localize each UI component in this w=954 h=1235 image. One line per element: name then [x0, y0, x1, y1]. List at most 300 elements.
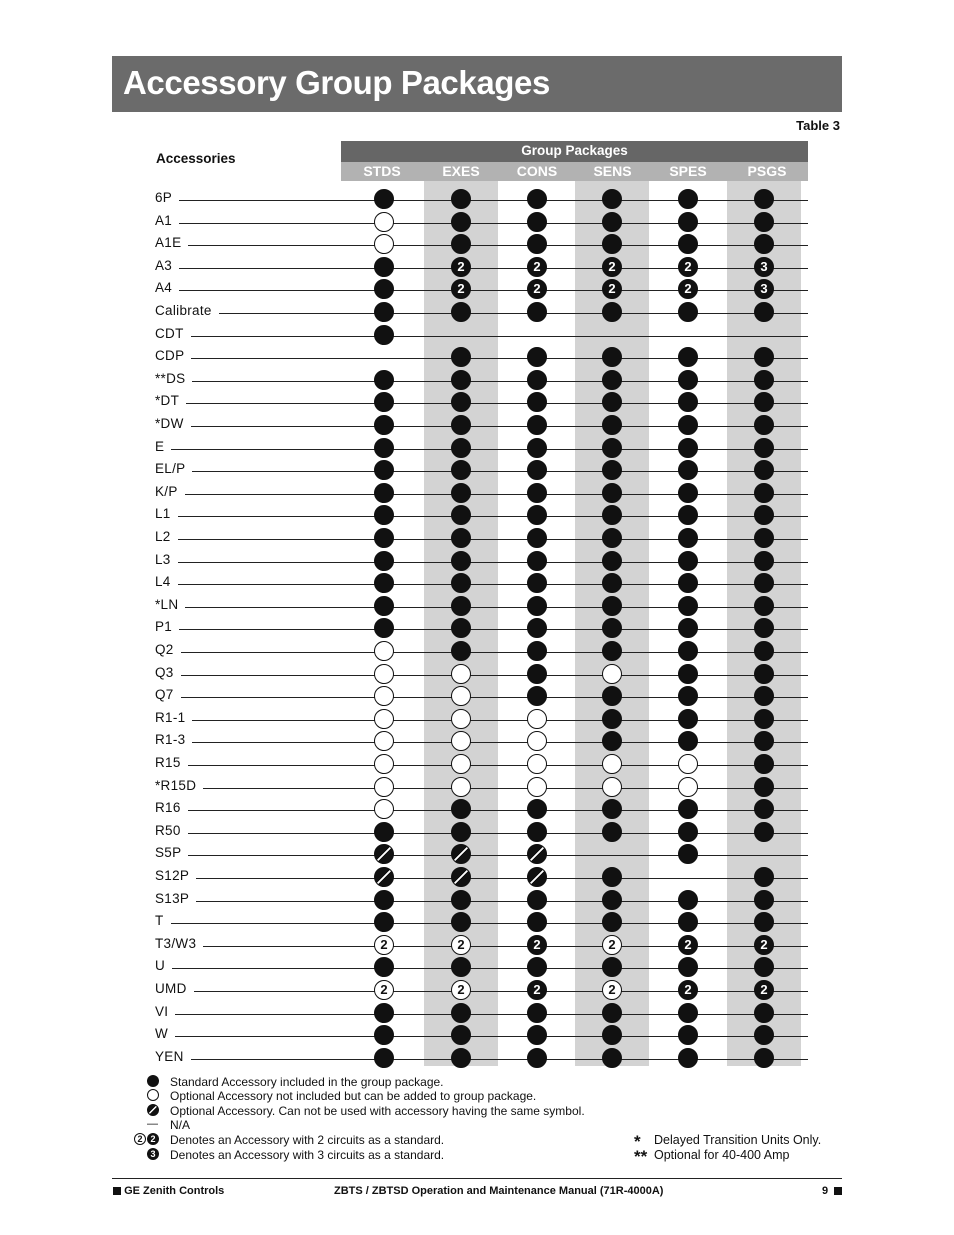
legend-standard-text: Standard Accessory included in the group package.	[170, 1075, 444, 1089]
standard-dot-icon	[754, 483, 774, 503]
optional-circle-icon	[678, 777, 698, 797]
accessory-label: UMD	[155, 981, 187, 996]
standard-dot-icon	[678, 822, 698, 842]
accessory-label: T	[155, 913, 164, 928]
accessory-label: CDT	[155, 326, 184, 341]
standard-dot-icon	[678, 596, 698, 616]
standard-dot-icon	[678, 664, 698, 684]
standard-dot-icon	[678, 302, 698, 322]
standard-dot-icon	[527, 505, 547, 525]
two-circuit-icon: 2	[527, 257, 547, 277]
square-bullet-icon	[113, 1187, 121, 1195]
standard-dot-icon	[374, 551, 394, 571]
standard-dot-icon	[754, 392, 774, 412]
optional-circle-icon	[527, 777, 547, 797]
two-circuit-open-icon: 2	[602, 980, 622, 1000]
standard-dot-icon	[374, 1025, 394, 1045]
accessory-label: S13P	[155, 891, 190, 906]
standard-dot-icon	[602, 890, 622, 910]
optional-circle-icon	[451, 777, 471, 797]
standard-dot-icon	[527, 912, 547, 932]
standard-dot-icon	[374, 370, 394, 390]
standard-dot-icon	[754, 528, 774, 548]
standard-dot-icon	[527, 596, 547, 616]
accessory-label: L2	[155, 529, 171, 544]
two-circuit-icon: 2	[451, 279, 471, 299]
optional-circle-icon	[527, 731, 547, 751]
two-circuit-open-icon: 2	[374, 935, 394, 955]
standard-dot-icon	[678, 370, 698, 390]
standard-dot-icon	[678, 890, 698, 910]
optional-circle-icon	[374, 709, 394, 729]
standard-dot-icon	[602, 912, 622, 932]
half-circle-icon	[527, 844, 547, 864]
row-rule	[203, 788, 808, 789]
standard-dot-icon	[451, 438, 471, 458]
row-rule	[181, 675, 808, 676]
page-number: 9	[822, 1185, 829, 1197]
standard-dot-icon	[451, 799, 471, 819]
standard-dot-icon	[602, 551, 622, 571]
standard-dot-icon	[602, 641, 622, 661]
row-rule	[178, 539, 808, 540]
legend-three-circuits-text: Denotes an Accessory with 3 circuits as a standard.	[170, 1148, 445, 1162]
legend-standard	[133, 1075, 633, 1089]
standard-dot-icon	[527, 1048, 547, 1068]
row-rule	[192, 742, 808, 743]
row-rule	[172, 968, 808, 969]
two-circuit-icon: 2	[678, 935, 698, 955]
standard-dot-icon	[602, 731, 622, 751]
standard-dot-icon	[602, 438, 622, 458]
standard-dot-icon	[374, 912, 394, 932]
standard-dot-icon	[451, 212, 471, 232]
accessory-label: K/P	[155, 484, 178, 499]
accessory-label: U	[155, 958, 166, 973]
standard-dot-icon	[678, 799, 698, 819]
standard-dot-icon	[527, 686, 547, 706]
standard-dot-icon	[527, 957, 547, 977]
footer-page	[822, 1185, 842, 1197]
accessory-label: E	[155, 439, 165, 454]
footer-manual: ZBTS / ZBTSD Operation and Maintenance Manual (71R-4000A)	[334, 1185, 664, 1197]
optional-circle-icon	[374, 234, 394, 254]
standard-dot-icon	[602, 596, 622, 616]
standard-dot-icon	[602, 347, 622, 367]
half-circle-icon	[147, 1104, 159, 1116]
legend-optional-exclusive	[133, 1104, 633, 1118]
standard-dot-icon	[602, 1048, 622, 1068]
standard-dot-icon	[754, 415, 774, 435]
legend-na-text: N/A	[170, 1118, 191, 1132]
accessory-label: S5P	[155, 845, 182, 860]
optional-circle-icon	[451, 686, 471, 706]
standard-dot-icon	[678, 1003, 698, 1023]
standard-dot-icon	[754, 505, 774, 525]
standard-dot-icon	[451, 890, 471, 910]
row-rule	[188, 855, 808, 856]
row-rule	[188, 765, 808, 766]
row-rule	[179, 223, 808, 224]
row-rule	[181, 652, 808, 653]
row-rule	[192, 471, 808, 472]
accessory-label: R15	[155, 755, 181, 770]
standard-dot-icon	[374, 392, 394, 412]
standard-dot-icon	[451, 822, 471, 842]
legend-two-circuits	[133, 1133, 633, 1147]
standard-dot-icon	[527, 234, 547, 254]
page-title: Accessory Group Packages	[123, 64, 550, 101]
standard-dot-icon	[754, 212, 774, 232]
standard-dot-icon	[527, 438, 547, 458]
standard-dot-icon	[678, 483, 698, 503]
row-rule	[191, 426, 808, 427]
accessory-label: S12P	[155, 868, 190, 883]
standard-dot-icon	[451, 370, 471, 390]
standard-dot-icon	[451, 1003, 471, 1023]
standard-dot-icon	[602, 415, 622, 435]
optional-circle-icon	[451, 709, 471, 729]
standard-dot-icon	[754, 551, 774, 571]
standard-dot-icon	[451, 1048, 471, 1068]
optional-circle-icon	[451, 731, 471, 751]
group-packages-header: Group Packages	[341, 141, 808, 162]
column-header-psgs: PSGS	[726, 162, 808, 181]
standard-dot-icon	[374, 257, 394, 277]
standard-dot-icon	[374, 1048, 394, 1068]
accessory-label: L1	[155, 506, 171, 521]
standard-dot-icon	[527, 799, 547, 819]
two-circuit-icon: 2	[678, 279, 698, 299]
standard-dot-icon	[678, 551, 698, 571]
note-optional-amp	[634, 1147, 821, 1166]
accessory-label: R16	[155, 800, 181, 815]
standard-dot-icon	[374, 279, 394, 299]
standard-dot-icon	[374, 890, 394, 910]
standard-dot-icon	[754, 460, 774, 480]
optional-circle-icon	[374, 731, 394, 751]
standard-dot-icon	[451, 302, 471, 322]
standard-dot-icon	[678, 686, 698, 706]
standard-dot-icon	[374, 302, 394, 322]
standard-dot-icon	[527, 890, 547, 910]
standard-dot-icon	[527, 347, 547, 367]
row-rule	[185, 607, 808, 608]
optional-circle-icon	[374, 641, 394, 661]
optional-circle-icon	[602, 664, 622, 684]
standard-dot-icon	[451, 596, 471, 616]
note-amp-text: Optional for 40-400 Amp	[654, 1148, 790, 1162]
row-rule	[178, 516, 808, 517]
column-header-stds: STDS	[341, 162, 423, 181]
two-circuit-filled-icon: 2	[147, 1133, 159, 1145]
half-circle-icon	[451, 844, 471, 864]
accessory-label: VI	[155, 1004, 169, 1019]
title-banner	[112, 56, 842, 112]
row-rule	[188, 810, 808, 811]
standard-dot-icon	[451, 415, 471, 435]
standard-dot-icon	[754, 347, 774, 367]
footer-divider	[112, 1178, 842, 1179]
standard-dot-icon	[527, 460, 547, 480]
two-circuit-icon: 2	[527, 980, 547, 1000]
standard-dot-icon	[451, 618, 471, 638]
optional-circle-icon	[602, 777, 622, 797]
standard-dot-icon	[527, 415, 547, 435]
two-circuit-icon: 2	[451, 257, 471, 277]
standard-dot-icon	[602, 618, 622, 638]
half-circle-icon	[374, 867, 394, 887]
row-rule	[181, 697, 808, 698]
standard-dot-icon	[527, 551, 547, 571]
optional-circle-icon	[678, 754, 698, 774]
standard-dot-icon	[602, 528, 622, 548]
standard-dot-icon	[754, 618, 774, 638]
row-rule	[175, 1036, 808, 1037]
row-rule	[203, 946, 808, 947]
standard-dot-icon	[374, 573, 394, 593]
standard-dot-icon	[374, 596, 394, 616]
optional-circle-icon	[527, 754, 547, 774]
standard-dot-icon	[678, 438, 698, 458]
three-circuit-icon: 3	[754, 279, 774, 299]
accessory-label: L4	[155, 574, 171, 589]
standard-dot-icon	[678, 505, 698, 525]
legend-three-circuits	[133, 1148, 633, 1162]
legend-optional-exclusive-text: Optional Accessory. Can not be used with accessory having the same symbol.	[170, 1104, 585, 1118]
standard-dot-icon	[754, 234, 774, 254]
row-rule	[186, 403, 808, 404]
double-star-icon: **	[634, 1147, 648, 1166]
standard-dot-icon	[754, 664, 774, 684]
standard-dot-icon	[374, 505, 394, 525]
optional-circle-icon	[527, 709, 547, 729]
row-rule	[171, 923, 808, 924]
standard-dot-icon	[754, 709, 774, 729]
row-rule	[185, 494, 808, 495]
standard-dot-icon	[754, 1048, 774, 1068]
standard-dot-icon	[527, 573, 547, 593]
row-rule	[191, 1059, 808, 1060]
row-rule	[194, 991, 808, 992]
two-circuit-icon: 2	[602, 279, 622, 299]
accessory-label: A4	[155, 280, 173, 295]
standard-dot-icon	[754, 867, 774, 887]
standard-dot-icon	[754, 799, 774, 819]
row-rule	[188, 833, 808, 834]
legend-optional	[133, 1089, 633, 1103]
standard-dot-icon	[678, 957, 698, 977]
standard-dot-icon	[602, 392, 622, 412]
standard-dot-icon	[678, 415, 698, 435]
standard-dot-icon	[754, 189, 774, 209]
standard-dot-icon	[602, 212, 622, 232]
standard-dot-icon	[754, 777, 774, 797]
standard-dot-icon	[754, 370, 774, 390]
row-rule	[191, 358, 808, 359]
optional-circle-icon	[451, 664, 471, 684]
standard-dot-icon	[754, 890, 774, 910]
standard-dot-icon	[602, 709, 622, 729]
standard-dot-icon	[451, 460, 471, 480]
row-rule	[179, 200, 808, 201]
standard-dot-icon	[678, 1048, 698, 1068]
standard-dot-icon	[754, 686, 774, 706]
row-rule	[178, 584, 808, 585]
standard-dot-icon	[754, 1025, 774, 1045]
standard-dot-icon	[678, 392, 698, 412]
row-rule	[196, 878, 808, 879]
standard-dot-icon	[602, 822, 622, 842]
standard-dot-icon	[527, 370, 547, 390]
standard-dot-icon	[678, 234, 698, 254]
accessory-label: *R15D	[155, 778, 197, 793]
standard-dot-icon	[754, 1003, 774, 1023]
accessory-label: L3	[155, 552, 171, 567]
standard-dot-icon	[602, 483, 622, 503]
optional-circle-icon	[374, 212, 394, 232]
accessory-label: A1	[155, 213, 173, 228]
standard-dot-icon	[451, 912, 471, 932]
standard-dot-icon	[374, 460, 394, 480]
footnotes	[634, 1132, 822, 1166]
standard-dot-icon	[451, 189, 471, 209]
two-circuit-open-icon: 2	[602, 935, 622, 955]
two-circuit-icon: 2	[678, 257, 698, 277]
accessory-label: P1	[155, 619, 173, 634]
standard-dot-icon	[602, 234, 622, 254]
standard-dot-icon	[527, 392, 547, 412]
row-rule	[171, 449, 808, 450]
accessory-label: A3	[155, 258, 173, 273]
row-rule	[191, 336, 808, 337]
standard-dot-icon	[374, 483, 394, 503]
standard-dot-icon	[754, 957, 774, 977]
standard-dot-icon	[527, 528, 547, 548]
note-delayed-transition	[634, 1132, 822, 1151]
accessory-label: Q2	[155, 642, 174, 657]
standard-dot-icon	[602, 573, 622, 593]
accessories-header: Accessories	[156, 151, 236, 166]
standard-dot-icon	[374, 822, 394, 842]
row-rule	[192, 720, 808, 721]
footer-brand	[113, 1185, 224, 1197]
footer-brand-text: GE Zenith Controls	[124, 1185, 225, 1197]
accessory-label: T3/W3	[155, 936, 197, 951]
standard-dot-icon	[451, 641, 471, 661]
accessory-label: **DS	[155, 371, 186, 386]
accessory-label: R50	[155, 823, 181, 838]
standard-dot-icon	[678, 528, 698, 548]
optional-circle-icon	[147, 1089, 159, 1101]
standard-dot-icon	[602, 460, 622, 480]
standard-dot-icon	[754, 731, 774, 751]
standard-dot-icon	[602, 1025, 622, 1045]
single-star-icon: *	[634, 1132, 641, 1151]
standard-dot-icon	[451, 483, 471, 503]
two-circuit-open-icon: 2	[374, 980, 394, 1000]
standard-dot-icon	[374, 618, 394, 638]
two-circuit-open-icon: 2	[134, 1133, 146, 1145]
row-rule	[188, 245, 808, 246]
standard-dot-icon	[754, 302, 774, 322]
standard-dot-icon	[451, 957, 471, 977]
standard-dot-icon	[678, 212, 698, 232]
standard-dot-icon	[451, 234, 471, 254]
standard-dot-icon	[602, 957, 622, 977]
standard-dot-icon	[527, 212, 547, 232]
accessory-label: *DW	[155, 416, 184, 431]
standard-dot-icon	[374, 528, 394, 548]
column-header-sens: SENS	[575, 162, 650, 181]
standard-dot-icon	[602, 1003, 622, 1023]
standard-dot-icon	[527, 822, 547, 842]
standard-dot-icon	[602, 799, 622, 819]
standard-dot-icon	[374, 189, 394, 209]
standard-dot-icon	[602, 370, 622, 390]
standard-dot-icon	[678, 709, 698, 729]
standard-dot-icon	[527, 664, 547, 684]
standard-dot-icon	[678, 460, 698, 480]
standard-dot-icon	[451, 392, 471, 412]
standard-dot-icon	[374, 957, 394, 977]
optional-circle-icon	[374, 777, 394, 797]
column-header-spes: SPES	[650, 162, 726, 181]
column-header-cons: CONS	[499, 162, 575, 181]
standard-dot-icon	[451, 551, 471, 571]
accessory-label: Calibrate	[155, 303, 212, 318]
optional-circle-icon	[374, 754, 394, 774]
two-circuit-open-icon: 2	[451, 980, 471, 1000]
standard-dot-icon	[602, 867, 622, 887]
standard-dot-icon	[451, 505, 471, 525]
accessory-label: Q3	[155, 665, 174, 680]
standard-dot-icon	[678, 731, 698, 751]
standard-dot-icon	[374, 415, 394, 435]
standard-dot-icon	[678, 573, 698, 593]
standard-dot-icon	[527, 1003, 547, 1023]
standard-dot-icon	[754, 573, 774, 593]
standard-dot-icon	[602, 686, 622, 706]
two-circuit-open-icon: 2	[451, 935, 471, 955]
two-circuit-icon: 2	[602, 257, 622, 277]
legend-na	[133, 1118, 633, 1132]
accessory-label: 6P	[155, 190, 173, 205]
three-circuit-icon: 3	[147, 1148, 159, 1160]
row-rule	[192, 381, 808, 382]
standard-dot-icon	[754, 912, 774, 932]
standard-dot-icon	[602, 189, 622, 209]
accessory-label: CDP	[155, 348, 185, 363]
standard-dot-icon	[678, 189, 698, 209]
optional-circle-icon	[374, 664, 394, 684]
standard-dot-icon	[451, 528, 471, 548]
standard-dot-icon	[678, 912, 698, 932]
two-circuit-icon: 2	[754, 935, 774, 955]
standard-dot-icon	[147, 1075, 159, 1087]
na-dash-icon: —	[147, 1118, 158, 1130]
standard-dot-icon	[451, 573, 471, 593]
standard-dot-icon	[451, 1025, 471, 1045]
two-circuit-icon: 2	[678, 980, 698, 1000]
three-circuit-icon: 3	[754, 257, 774, 277]
accessory-label: W	[155, 1026, 169, 1041]
standard-dot-icon	[754, 596, 774, 616]
standard-dot-icon	[527, 483, 547, 503]
standard-dot-icon	[527, 641, 547, 661]
half-circle-icon	[374, 844, 394, 864]
standard-dot-icon	[754, 641, 774, 661]
